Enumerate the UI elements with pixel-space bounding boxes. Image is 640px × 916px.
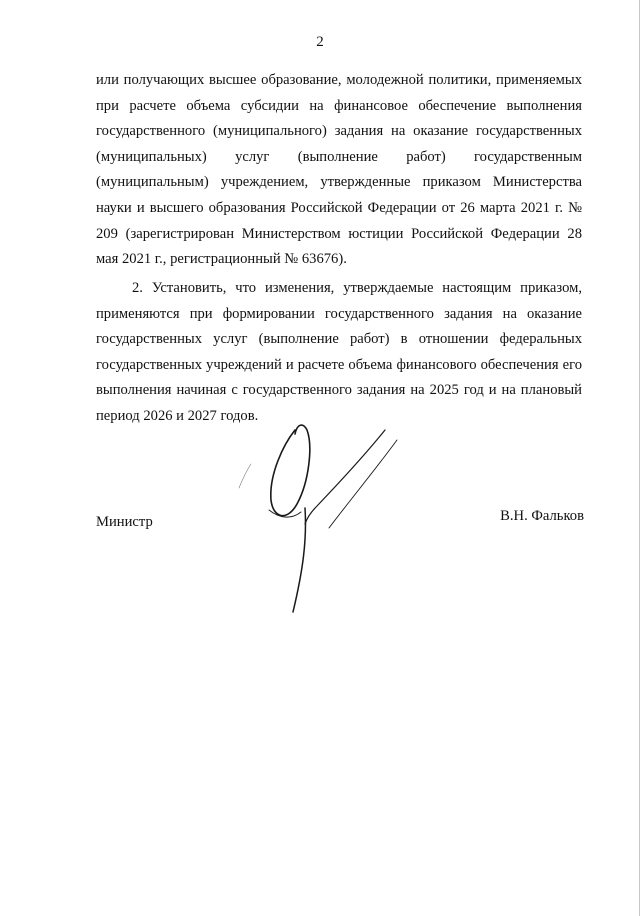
paragraph-continuation [96, 68, 582, 273]
signature-loop-stroke [271, 425, 310, 516]
signatory-position: Министр [96, 514, 153, 530]
signature-descender-stroke [293, 508, 306, 612]
signature-long-stroke [329, 440, 397, 528]
handwritten-signature [225, 400, 405, 620]
page-number: 2 [316, 34, 324, 50]
signatory-name: В.Н. Фальков [500, 508, 584, 524]
signature-sweep-stroke [305, 430, 385, 524]
paragraph-text: или получающих высшее образование, молодежной политики, применяемых при расчете объема субсидии на финансовое обеспечение выполнения государственного (муниципального) задания на оказание государственных (муниципальных) услуг (выполнение работ) государственным (муниципальным) учреждением, утвержденные приказом Министерства науки и высшего образования Российской Федерации от 26 марта 2021 г. № 209 (зарегистрирован Министерством юстиции Российской Федерации 28 мая 2021 г., регистрационный № 63676). [96, 72, 582, 268]
signature-faint-stroke [239, 464, 251, 488]
paragraph-text: 2. Установить, что изменения, утверждаемые настоящим приказом, применяются при формировании государственного задания на оказание государственных услуг (выполнение работ) в отношении федеральных государственных учреждений и расчете объема финансового обеспечения его выполнения начиная с государственного задания на 2025 год и на плановый период 2026 и 2027 годов. [96, 280, 582, 424]
